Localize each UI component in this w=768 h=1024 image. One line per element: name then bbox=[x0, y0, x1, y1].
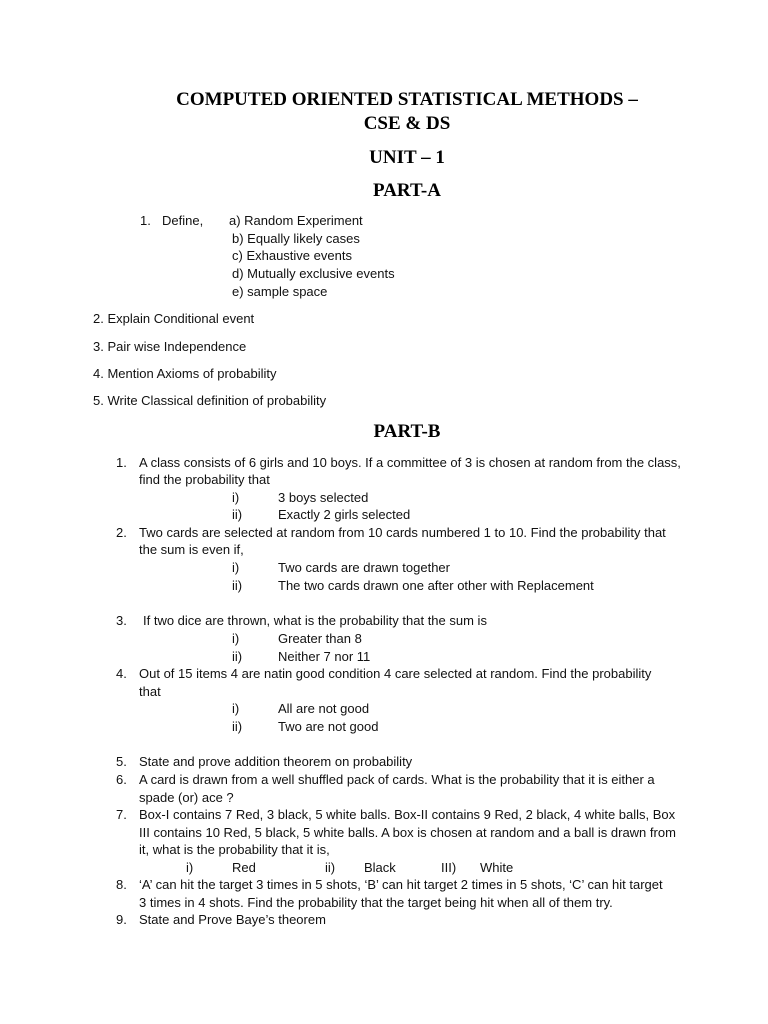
part-a-q1-prefix: Define, bbox=[162, 213, 204, 228]
part-b-q4-line1: Out of 15 items 4 are natin good condition 4 care selected at random. Find the probability bbox=[139, 666, 652, 681]
part-b-q3-sub-i-text: Greater than 8 bbox=[278, 631, 362, 646]
part-b-q7-line2: III contains 10 Red, 5 black, 5 white balls. A box is chosen at random and a ball is drawn from bbox=[139, 825, 676, 840]
part-a-q4: 4. Mention Axioms of probability bbox=[93, 366, 277, 381]
part-a-q1-item-e: e) sample space bbox=[232, 284, 328, 299]
part-b-q3-sub-ii-text: Neither 7 nor 11 bbox=[278, 649, 371, 664]
part-b-q2-sub-i-text: Two cards are drawn together bbox=[278, 560, 450, 575]
part-b-q1-sub-ii-num: ii) bbox=[232, 507, 243, 522]
part-b-q2-line1: Two cards are selected at random from 10 cards numbered 1 to 10. Find the probability that bbox=[139, 525, 666, 540]
part-b-q2-sub-i-num: i) bbox=[232, 560, 240, 575]
part-b-q6-line1: A card is drawn from a well shuffled pack of cards. What is the probability that it is either a bbox=[139, 772, 655, 787]
part-b-q4-number: 4. bbox=[116, 666, 127, 681]
part-b-q4-line2: that bbox=[139, 684, 161, 699]
part-b-q1-sub-i-text: 3 boys selected bbox=[278, 490, 369, 505]
part-b-q4-sub-ii-num: ii) bbox=[232, 719, 243, 734]
part-a-q1-number: 1. bbox=[140, 213, 151, 228]
part-a-q5: 5. Write Classical definition of probability bbox=[93, 393, 327, 408]
part-b-q3-line1: If two dice are thrown, what is the probability that the sum is bbox=[143, 613, 487, 628]
part-b-q9-number: 9. bbox=[116, 912, 127, 927]
part-b-q7-sub-i-num: i) bbox=[186, 860, 194, 875]
part-b-q3-sub-i-num: i) bbox=[232, 631, 240, 646]
part-b-q7-sub-iii-num: III) bbox=[441, 860, 457, 875]
part-b-q6-number: 6. bbox=[116, 772, 127, 787]
part-b-q8-line2: 3 times in 4 shots. Find the probability that the target being hit when all of them try. bbox=[139, 895, 613, 910]
part-a-heading: PART-A bbox=[373, 180, 441, 201]
part-b-q7-sub-ii-text: Black bbox=[364, 860, 396, 875]
part-b-q8-number: 8. bbox=[116, 877, 127, 892]
part-b-q8-line1: ‘A’ can hit the target 3 times in 5 shots, ‘B’ can hit target 2 times in 5 shots, ‘C’ can hit target bbox=[139, 877, 663, 892]
part-b-heading: PART-B bbox=[373, 421, 441, 442]
part-b-q2-sub-ii-text: The two cards drawn one after other with Replacement bbox=[278, 578, 594, 593]
part-b-q1-sub-i-num: i) bbox=[232, 490, 240, 505]
part-b-q5-line1: State and prove addition theorem on probability bbox=[139, 754, 413, 769]
part-b-q3-number: 3. bbox=[116, 613, 127, 628]
part-b-q4-sub-i-num: i) bbox=[232, 701, 240, 716]
part-b-q5-number: 5. bbox=[116, 754, 127, 769]
title-line-2: CSE & DS bbox=[363, 113, 451, 134]
part-b-q1-line1: A class consists of 6 girls and 10 boys. If a committee of 3 is chosen at random from the class, bbox=[139, 455, 681, 470]
part-a-q3: 3. Pair wise Independence bbox=[93, 339, 247, 354]
part-b-q7-number: 7. bbox=[116, 807, 127, 822]
part-b-q7-line1: Box-I contains 7 Red, 3 black, 5 white balls. Box-II contains 9 Red, 2 black, 4 white balls, Box bbox=[139, 807, 676, 822]
part-b-q7-sub-i-text: Red bbox=[232, 860, 256, 875]
part-b-q3-sub-ii-num: ii) bbox=[232, 649, 243, 664]
part-b-q2-line2: the sum is even if, bbox=[139, 542, 244, 557]
part-b-q7-sub-iii-text: White bbox=[480, 860, 514, 875]
title-line-1: COMPUTED ORIENTED STATISTICAL METHODS – bbox=[176, 89, 638, 110]
part-a-q1-item-c: c) Exhaustive events bbox=[232, 248, 352, 263]
part-b-q2-sub-ii-num: ii) bbox=[232, 578, 243, 593]
part-b-q4-sub-i-text: All are not good bbox=[278, 701, 370, 716]
part-b-q7-sub-ii-num: ii) bbox=[325, 860, 336, 875]
part-a-q2: 2. Explain Conditional event bbox=[93, 311, 255, 326]
part-b-q1-sub-ii-text: Exactly 2 girls selected bbox=[278, 507, 411, 522]
part-b-q7-line3: it, what is the probability that it is, bbox=[139, 842, 330, 857]
part-b-q9-line1: State and Prove Baye’s theorem bbox=[139, 912, 326, 927]
part-b-q4-sub-ii-text: Two are not good bbox=[278, 719, 379, 734]
unit-heading: UNIT – 1 bbox=[369, 147, 445, 168]
part-a-q1-item-a: a) Random Experiment bbox=[229, 213, 363, 228]
part-b-q6-line2: spade (or) ace ? bbox=[139, 790, 234, 805]
part-b-q1-number: 1. bbox=[116, 455, 127, 470]
part-a-q1-item-d: d) Mutually exclusive events bbox=[232, 266, 395, 281]
part-a-q1-item-b: b) Equally likely cases bbox=[232, 231, 360, 246]
part-b-q2-number: 2. bbox=[116, 525, 127, 540]
part-b-q1-line2: find the probability that bbox=[139, 472, 270, 487]
